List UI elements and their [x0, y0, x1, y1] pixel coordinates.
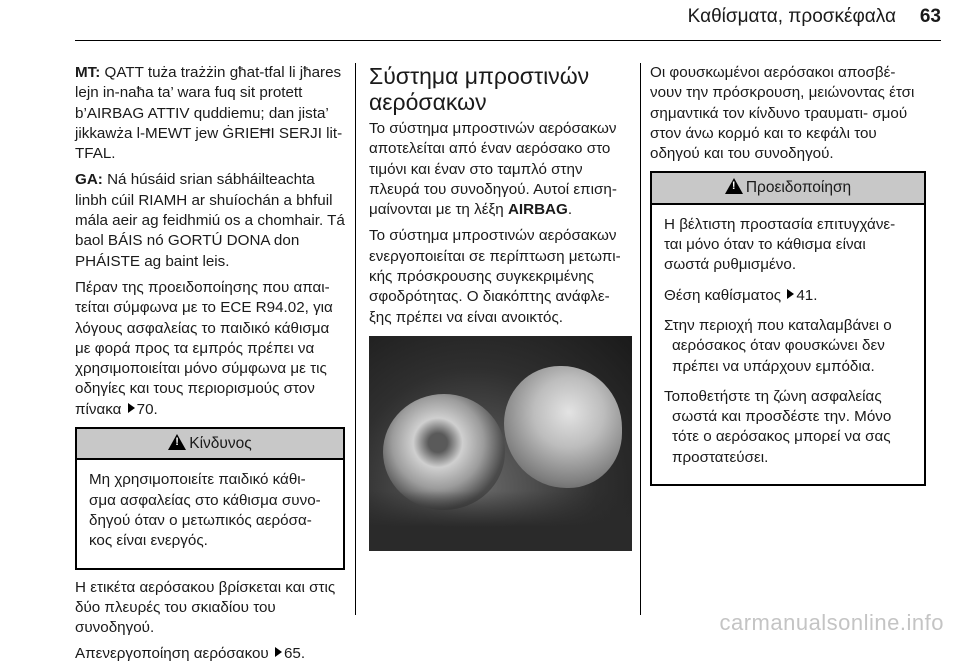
- ece-text: Πέραν της προειδοποίησης που απαι‐ τείται σύμφωνα με το ECE R94.02, για λόγους ασφαλείας το παιδικό κάθισμα με φορά προς τα εμπρός πρέπει να χρησιμοποιείται μόνο σύμφωνα με τις οδηγίες και τους περιορισμούς στον πίνακα: [75, 278, 333, 418]
- warning-box-header: [652, 173, 924, 204]
- section-heading: Σύστημα μπροστινών αερόσακων: [369, 63, 590, 115]
- deactivation-paragraph: [75, 644, 345, 664]
- danger-box-text: Μη χρησιμοποιείτε παιδικό κάθι‐ σμα ασφαλείας στο κάθισμα συνο‐ δηγού όταν ο μετωπικός αερόσα‐ κος είναι ενεργός.: [89, 471, 321, 550]
- danger-box-header: [77, 429, 343, 460]
- activation-paragraph: Το σύστημα μπροστινών αερόσακων ενεργοποιείται σε περίπτωση μετωπι‐ κής πρόσκρουσης συγκεκριμένης σφοδρότητας. Ο διακόπτης ανάφλε‐ ξης πρέπει να είναι ανοικτός.: [369, 227, 621, 326]
- mt-label: MT:: [75, 64, 101, 81]
- warning-p1: Η βέλτιστη προστασία επιτυγχάνε‐ ται μόνο όταν το κάθισμα είναι σωστά ρυθμισμένο.: [664, 215, 896, 274]
- watermark: carmanualsonline.info: [719, 610, 944, 635]
- warning-box-body: [652, 205, 924, 484]
- column-divider-2: [640, 63, 641, 615]
- column-left: [75, 63, 345, 671]
- mt-text: QATT tuża trażżin għat-tfal li jħares lejn in-naħa ta’ wara fuq sit protett b’AIRBAG ATTIV quddiemu; dan jista’ jikkawża l-MEWT jew ĠRIEĦI SERJI lit-TFAL.: [75, 64, 343, 163]
- column-middle: [369, 63, 632, 551]
- system-description-paragraph: [369, 119, 632, 220]
- warning-triangle-icon: [725, 178, 743, 194]
- dashboard-shadow: [369, 491, 632, 551]
- page-reference-icon: [787, 289, 794, 299]
- warning-p4: Τοποθετήστε τη ζώνη ασφαλείας σωστά και προσδέστε την. Μόνο τότε ο αερόσακος μπορεί να σας προστατεύσει.: [664, 387, 892, 466]
- ga-warning-paragraph: [75, 170, 345, 271]
- mt-warning-paragraph: [75, 63, 345, 164]
- danger-box-title: Κίνδυνος: [189, 435, 252, 453]
- inflated-airbags-paragraph: Οι φουσκωμένοι αερόσακοι αποσβέ‐ νουν την πρόσκρουση, μειώνοντας έτσι σημαντικά τον κίνδυνο τραυματι‐ σμού στον άνω κορμό και το κεφάλι του οδηγού και του συνοδηγού.: [650, 64, 915, 163]
- ece-page-ref: 70.: [136, 400, 158, 418]
- passenger-airbag-shape: [504, 366, 622, 488]
- seat-position-text: Θέση καθίσματος: [664, 286, 782, 304]
- danger-box-body: [77, 460, 343, 567]
- ga-label: GA:: [75, 171, 103, 189]
- seat-position-page-ref: 41.: [796, 286, 818, 304]
- deactivation-text: Απενεργοποίηση αερόσακου: [75, 645, 269, 663]
- column-right: [650, 63, 926, 494]
- warning-box: [650, 171, 926, 486]
- warning-p3: Στην περιοχή που καταλαμβάνει ο αερόσακος όταν φουσκώνει δεν πρέπει να υπάρχουν εμπόδια.: [664, 316, 892, 375]
- header-divider: [75, 40, 941, 41]
- running-header-title: Καθίσματα, προσκέφαλα: [687, 6, 896, 27]
- warning-box-title: Προειδοποίηση: [745, 179, 852, 197]
- page-reference-icon: [128, 403, 135, 413]
- page-reference-icon: [275, 647, 282, 657]
- page-number: 63: [919, 6, 941, 27]
- danger-box: [75, 427, 345, 569]
- system-description-text: Το σύστημα μπροστινών αερόσακων αποτελείται από έναν αερόσακο στο τιμόνι και έναν στο ταμπλό στην πλευρά του συνοδηγού. Αυτοί επιση‐ μαίνονται με τη λέξη: [369, 120, 617, 219]
- warning-triangle-icon: [168, 434, 186, 450]
- deactivation-page-ref: 65.: [283, 645, 306, 663]
- airbag-word: AIRBAG: [507, 201, 568, 219]
- ga-text: Ná húsáid srian sábháilteachta linbh cúil RIAMH ar shuíochán a bhfuil mála aeir ag feidhmiú os a chomhair. Tá baol BÁIS nó GORTÚ DONA don PHÁISTE ag baint leis.: [75, 171, 345, 270]
- period: .: [567, 201, 573, 219]
- column-divider-1: [355, 63, 356, 615]
- ece-paragraph: [75, 278, 345, 420]
- airbag-label-paragraph: Η ετικέτα αερόσακου βρίσκεται και στις δύο πλευρές του σκιαδίου του συνοδηγού.: [75, 578, 336, 637]
- warning-p2: [664, 286, 914, 306]
- airbag-deployment-photo: [369, 336, 632, 551]
